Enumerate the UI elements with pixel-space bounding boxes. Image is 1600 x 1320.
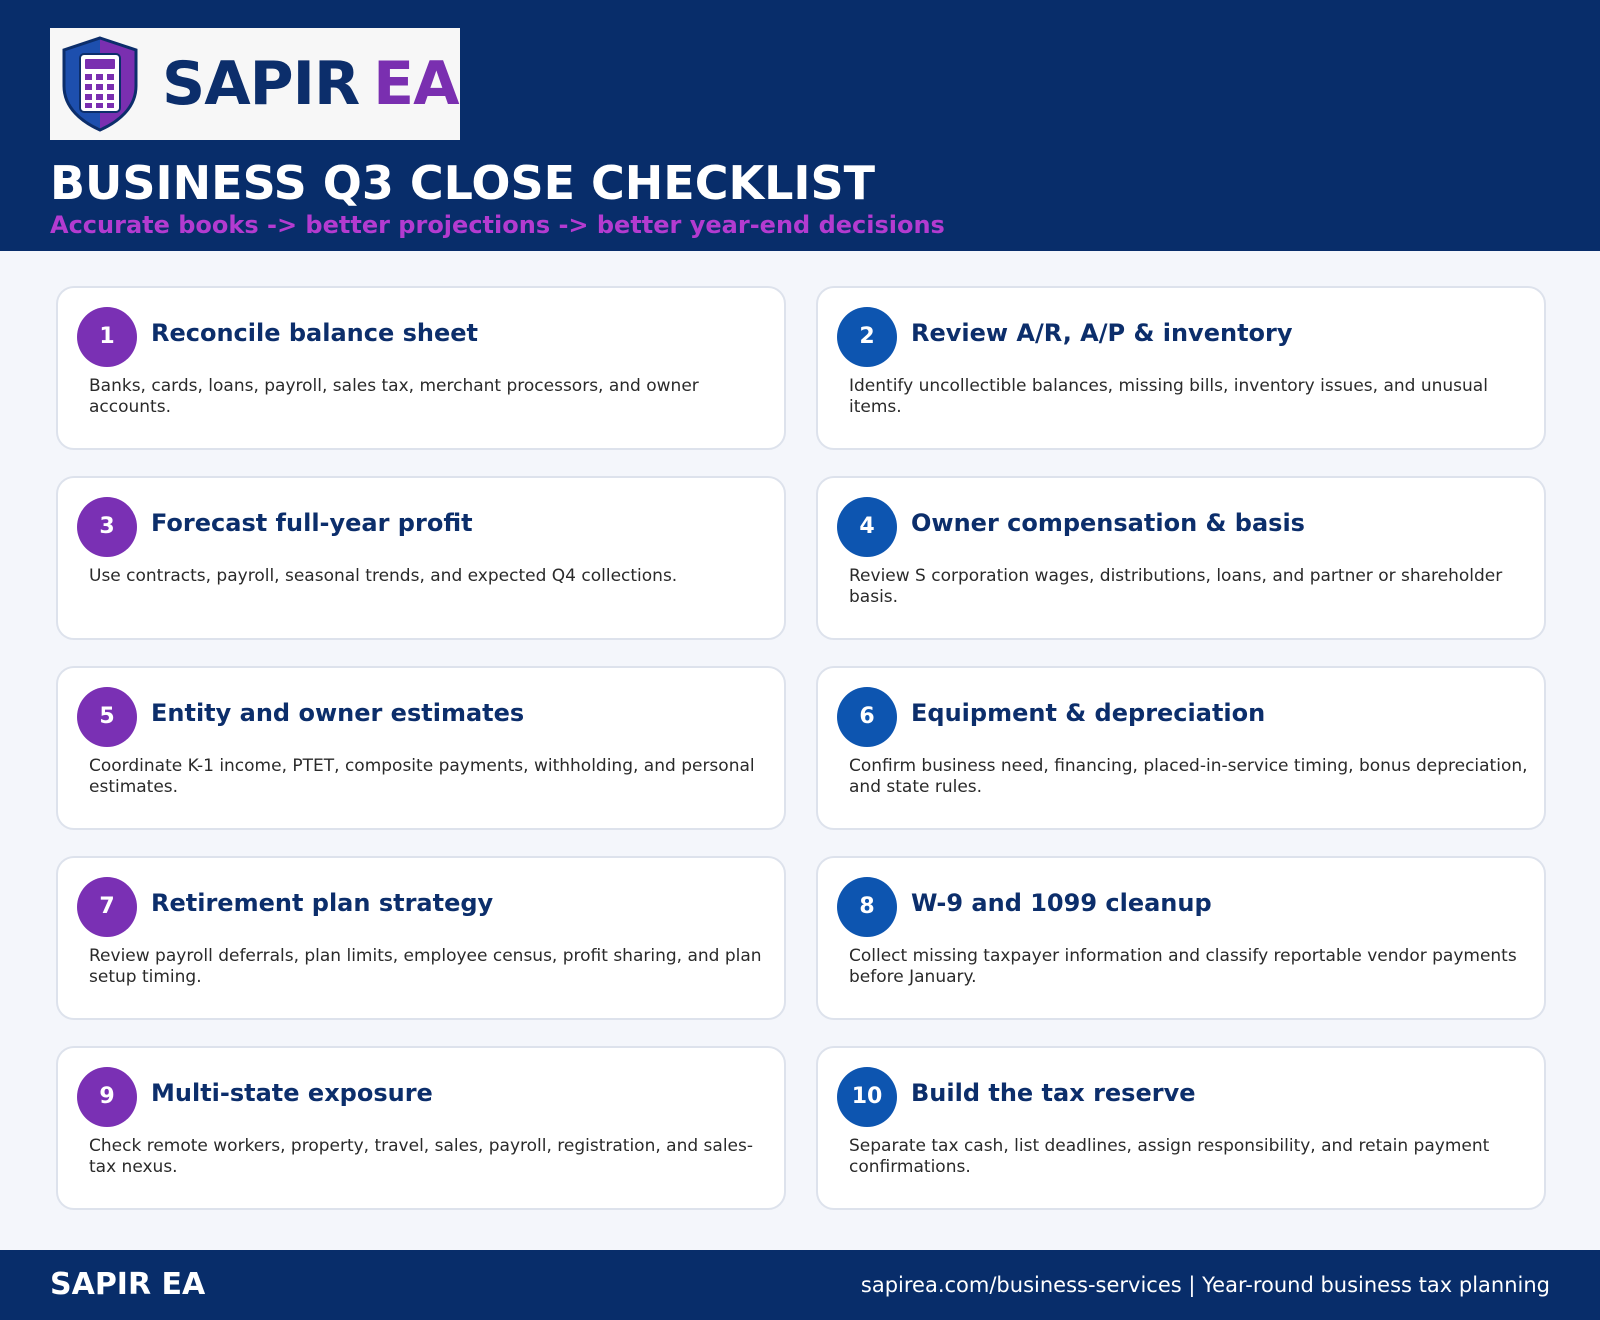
step-number-badge: 9	[77, 1067, 137, 1127]
footer-banner	[0, 1250, 1600, 1320]
footer-info: sapirea.com/business-services | Year-round business tax planning	[860, 1273, 1550, 1297]
page-subtitle: Accurate books -> better projections -> better year-end decisions	[50, 211, 945, 239]
step-number-badge: 10	[837, 1067, 897, 1127]
logo-word-ea: EA	[373, 49, 459, 119]
checklist-item-description: Banks, cards, loans, payroll, sales tax, merchant processors, and owner accounts.	[89, 376, 699, 417]
step-number-badge: 3	[77, 497, 137, 557]
checklist-item-2	[816, 286, 1546, 450]
checklist-item-title: Owner compensation & basis	[911, 509, 1305, 537]
checklist-item-7	[56, 856, 786, 1020]
footer-brand: SAPIR EA	[50, 1267, 206, 1302]
checklist-item-title: Equipment & depreciation	[911, 699, 1266, 727]
checklist-item-description: Collect missing taxpayer information and classify reportable vendor payments before January.	[849, 946, 1517, 987]
step-number-badge: 7	[77, 877, 137, 937]
step-number-badge: 4	[837, 497, 897, 557]
checklist-item-title: Multi-state exposure	[151, 1079, 433, 1107]
checklist-item-title: Entity and owner estimates	[151, 699, 525, 727]
checklist-item-description: Review payroll deferrals, plan limits, employee census, profit sharing, and plan setup timing.	[89, 946, 762, 987]
checklist-item-title: Retirement plan strategy	[151, 889, 494, 917]
checklist-item-6	[816, 666, 1546, 830]
checklist-item-9	[56, 1046, 786, 1210]
checklist-item-description: Separate tax cash, list deadlines, assign responsibility, and retain payment confirmations.	[849, 1136, 1490, 1177]
checklist-item-5	[56, 666, 786, 830]
checklist-item-title: Forecast full-year profit	[151, 509, 473, 537]
calculator-shield-icon	[60, 36, 140, 132]
checklist-item-8	[816, 856, 1546, 1020]
checklist-item-title: Build the tax reserve	[911, 1079, 1196, 1107]
step-number-badge: 6	[837, 687, 897, 747]
logo	[50, 28, 460, 140]
checklist-item-title: Reconcile balance sheet	[151, 319, 479, 347]
checklist-item-description: Coordinate K-1 income, PTET, composite payments, withholding, and personal estimates.	[89, 756, 755, 797]
step-number-badge: 2	[837, 307, 897, 367]
checklist-item-description: Review S corporation wages, distributions, loans, and partner or shareholder basis.	[849, 566, 1503, 607]
logo-word-sapir: SAPIR	[162, 49, 360, 119]
checklist-item-10	[816, 1046, 1546, 1210]
checklist-item-1	[56, 286, 786, 450]
checklist-item-description: Use contracts, payroll, seasonal trends, and expected Q4 collections.	[89, 566, 678, 586]
header-banner	[0, 0, 1600, 251]
step-number-badge: 5	[77, 687, 137, 747]
step-number-badge: 1	[77, 307, 137, 367]
checklist-item-description: Confirm business need, financing, placed-in-service timing, bonus depreciation, and state rules.	[849, 756, 1528, 797]
checklist-item-description: Check remote workers, property, travel, sales, payroll, registration, and sales-tax nexus.	[89, 1136, 753, 1177]
checklist-item-title: Review A/R, A/P & inventory	[911, 319, 1293, 347]
checklist-item-description: Identify uncollectible balances, missing bills, inventory issues, and unusual items.	[849, 376, 1488, 417]
checklist-item-title: W-9 and 1099 cleanup	[911, 889, 1212, 917]
step-number-badge: 8	[837, 877, 897, 937]
logo-wordmark	[162, 50, 459, 118]
checklist-item-3	[56, 476, 786, 640]
checklist-item-4	[816, 476, 1546, 640]
page-title: BUSINESS Q3 CLOSE CHECKLIST	[50, 156, 876, 210]
